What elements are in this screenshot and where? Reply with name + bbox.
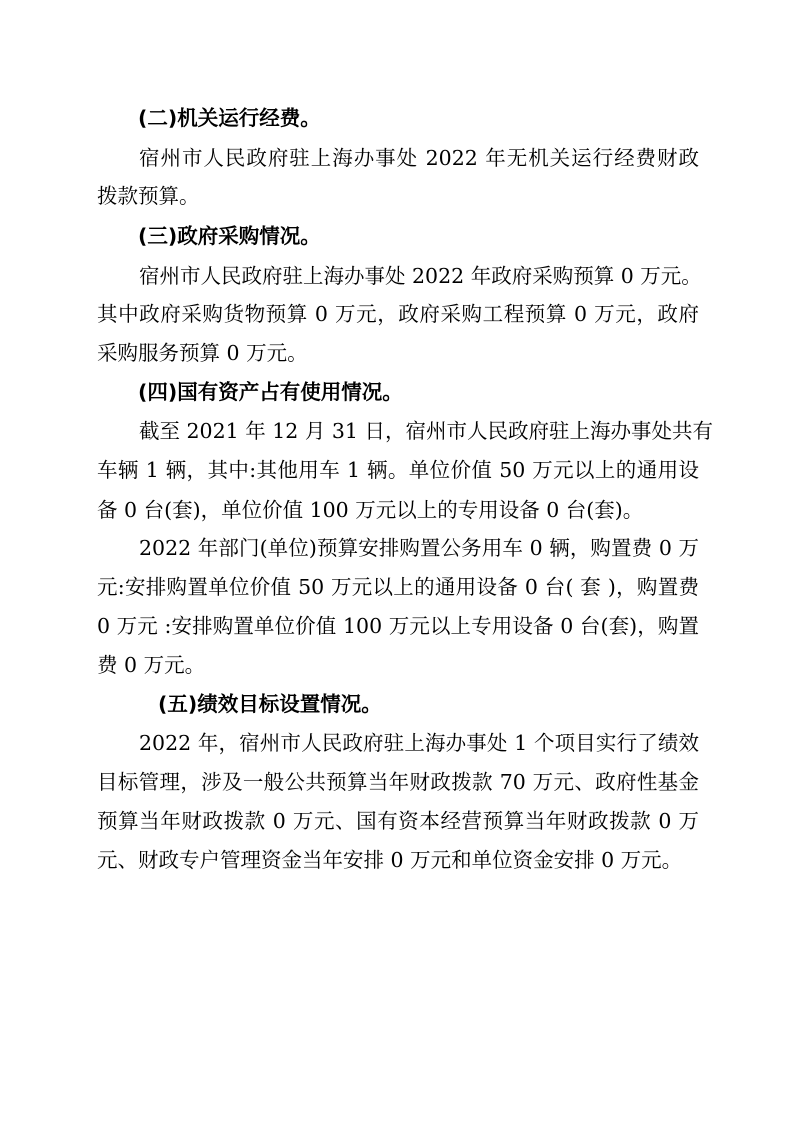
section-heading-state-assets: (四)国有资产占有使用情况。 xyxy=(138,380,403,404)
paragraph-line: 采购服务预算 0 万元。 xyxy=(97,341,308,365)
paragraph-line: 拨款预算。 xyxy=(97,184,200,208)
paragraph-line: 2022 年，宿州市人民政府驻上海办事处 1 个项目实行了绩效 xyxy=(139,731,699,755)
paragraph-line: 0 万元 :安排购置单位价值 100 万元以上专用设备 0 台(套)，购置 xyxy=(97,614,699,638)
paragraph-line: 车辆 1 辆，其中:其他用车 1 辆。单位价值 50 万元以上的通用设 xyxy=(97,458,699,482)
section-heading-operating-expenses: (二)机关运行经费。 xyxy=(138,106,321,130)
paragraph-line: 宿州市人民政府驻上海办事处 2022 年无机关运行经费财政 xyxy=(139,146,699,170)
paragraph-line: 截至 2021 年 12 月 31 日，宿州市人民政府驻上海办事处共有 xyxy=(139,419,713,443)
paragraph-line: 目标管理，涉及一般公共预算当年财政拨款 70 万元、政府性基金 xyxy=(97,770,699,794)
paragraph-line: 其中政府采购货物预算 0 万元，政府采购工程预算 0 万元，政府 xyxy=(97,302,699,326)
section-heading-performance-targets: (五)绩效目标设置情况。 xyxy=(158,692,382,716)
section-heading-government-procurement: (三)政府采购情况。 xyxy=(138,224,321,248)
paragraph-line: 元、财政专户管理资金当年安排 0 万元和单位资金安排 0 万元。 xyxy=(97,848,683,872)
paragraph-line: 2022 年部门(单位)预算安排购置公务用车 0 辆，购置费 0 万 xyxy=(139,536,699,560)
paragraph-line: 费 0 万元。 xyxy=(97,653,206,677)
paragraph-line: 预算当年财政拨款 0 万元、国有资本经营预算当年财政拨款 0 万 xyxy=(97,809,699,833)
paragraph-line: 宿州市人民政府驻上海办事处 2022 年政府采购预算 0 万元。 xyxy=(139,264,702,288)
paragraph-line: 元:安排购置单位价值 50 万元以上的通用设备 0 台( 套 )，购置费 xyxy=(97,575,699,599)
paragraph-line: 备 0 台(套)，单位价值 100 万元以上的专用设备 0 台(套)。 xyxy=(97,498,644,522)
